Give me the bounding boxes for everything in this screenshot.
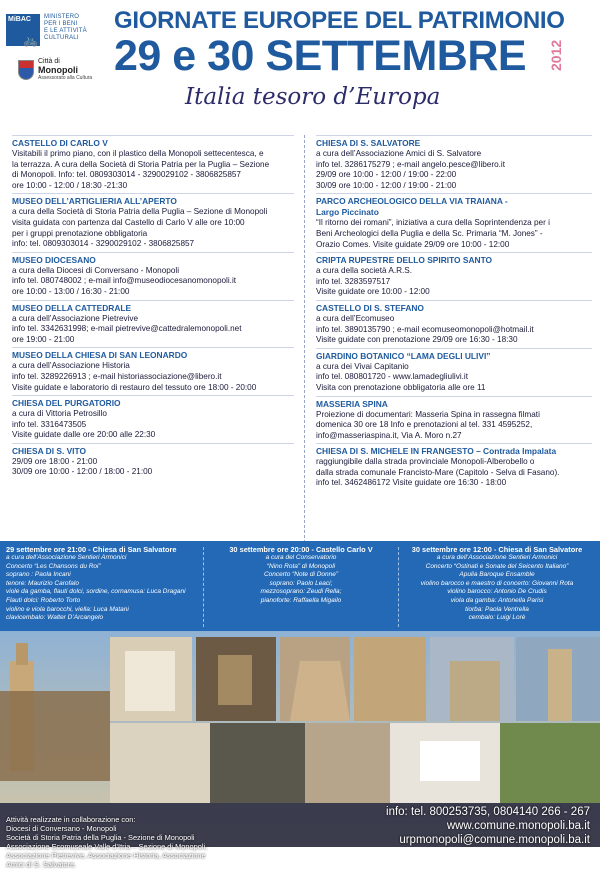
collaboration-credits: [6, 815, 207, 869]
site-detail: 29/09 ore 18:00 - 21:00: [12, 456, 98, 466]
site-detail: info tel. 3890135790 ; e-mail ecomuseomonopoli@hotmail.it: [316, 324, 534, 334]
site-name: MUSEO DELLA CATTEDRALE: [12, 302, 132, 313]
cave-photo: [305, 723, 390, 803]
concert-detail: viole da gamba, flauti dolci, sordine, cornamusa: Luca Dragani: [6, 588, 186, 596]
site-detail: info tel. 3283597517: [316, 276, 391, 286]
site-name: CASTELLO DI S. STEFANO: [316, 302, 424, 313]
site-detail: 30/09 ore 10:00 - 12:00 / 19:00 - 21:00: [316, 180, 457, 190]
concerts-band: [0, 541, 600, 631]
concert-detail: “Nino Rota” di Monopoli: [266, 562, 336, 570]
website-link[interactable]: www.comune.monopoli.ba.it: [446, 820, 590, 832]
site-detail: dalla strada comunale Francisto-Mare (Capitolo - Selva di Fasano).: [316, 467, 560, 477]
castle-photo: [354, 637, 426, 721]
site-entry: [12, 135, 294, 193]
site-entry: [316, 135, 592, 193]
site-detail: info tel. 3342631998; e-mail pietrevive@cattedralemonopoli.net: [12, 324, 242, 334]
concert-detail: clavicembalo: Walter D’Arcangelo: [6, 614, 104, 622]
site-detail: raggiungibile dalla strada provinciale Monopoli-Alberobello o: [316, 457, 535, 467]
site-detail: info tel. 3289226913 ; e-mail historiassociazione@libero.it: [12, 371, 222, 381]
poster-year: 2012: [548, 39, 564, 71]
concert-detail: a cura del Conservatorio: [265, 554, 337, 561]
site-detail: Visitabili il primo piano, con il plastico della Monopoli settecentesca, e: [12, 149, 264, 158]
band-divider: [203, 547, 204, 627]
site-name: PARCO ARCHEOLOGICO DELLA VIA TRAIANA -: [316, 196, 508, 207]
bicycle-icon: 🚲: [23, 33, 38, 47]
contact-info: [350, 805, 590, 847]
crypt-photo: [210, 723, 305, 803]
site-detail: a cura dell’Ecomuseo: [316, 313, 395, 323]
site-name: MUSEO DELLA CHIESA DI SAN LEONARDO: [12, 350, 188, 361]
site-detail: info: tel. 0809303014 - 3290029102 - 3806825857: [12, 239, 195, 249]
site-detail: Orazio Comes. Visite guidate 29/09 ore 10:00 - 12:00: [316, 239, 510, 249]
site-name: MASSERIA SPINA: [316, 398, 388, 409]
site-entry: [12, 252, 294, 300]
contact-phone: info: tel. 800253735, 0804140 266 - 267: [386, 806, 590, 818]
site-detail: info tel. 3286175279 ; e-mail angelo.pesce@libero.it: [316, 159, 506, 169]
site-detail: info tel. 080801720 - www.lamadegliulivi.it: [316, 372, 469, 382]
site-entry: [316, 252, 592, 300]
sites-column-right: [316, 135, 592, 491]
email-link[interactable]: urpmonopoli@comune.monopoli.ba.it: [399, 834, 590, 846]
site-entry: [12, 395, 294, 443]
site-name: MUSEO DELL’ARTIGLIERIA ALL’APERTO: [12, 196, 177, 207]
concert-detail: Flauti dolci: Roberto Torto: [6, 596, 81, 604]
column-divider: [304, 135, 305, 543]
site-detail: 29/09 ore 10:00 - 12:00 / 19:00 - 22:00: [316, 170, 457, 180]
site-detail: domenica 30 ore 18 Info e prenotazioni al tel. 331 4595252,: [316, 420, 533, 430]
site-name: CRIPTA RUPESTRE DELLO SPIRITO SANTO: [316, 255, 493, 266]
site-detail: ore 10:00 - 12:00 / 18:30 -21:30: [12, 180, 128, 190]
site-entry: [316, 396, 592, 444]
site-detail: “Il ritorno dei romani”, iniziativa a cura della Soprintendenza per i: [316, 218, 550, 228]
ministry-line: CULTURALI: [44, 35, 79, 41]
site-detail: a cura della Società di Storia Patria della Puglia – Sezione di Monopoli: [12, 207, 268, 217]
site-detail: Visite guidate e laboratorio di restauro del tessuto ore 18:00 - 20:00: [12, 382, 257, 392]
site-detail: Visite guidate ore 10:00 - 12:00: [316, 287, 430, 297]
concert-detail: Concerto “Ostinati e Sonate del Seicento Italiano”: [425, 562, 569, 570]
poster-subtitle: Italia tesoro d’Europa: [185, 84, 441, 110]
credit-line: Associazione Ecomuseale Valle d’Itria – Sezione di Monopoli,: [6, 842, 208, 851]
concert-title: 30 settembre ore 20:00 - Castello Carlo V: [229, 545, 373, 554]
site-name: CHIESA DI S. MICHELE IN FRANGESTO – Contrada Impalata: [316, 446, 557, 457]
city-label-line: Città di: [38, 58, 60, 65]
credit-line: Società di Storia Patria della Puglia - Sezione di Monopoli: [6, 833, 195, 842]
site-name: GIARDINO BOTANICO “LAMA DEGLI ULIVI”: [316, 350, 491, 361]
site-name: CHIESA DEL PURGATORIO: [12, 398, 121, 409]
site-detail: info tel. 3462486172 Visite guidate ore 16:30 - 18:00: [316, 478, 507, 488]
ministry-line: PER I BENI: [44, 21, 78, 27]
sites-column-left: [12, 135, 294, 480]
site-detail: la terrazza. A cura della Società di Storia Patria per la Puglia – Sezione: [12, 159, 270, 169]
site-detail: info tel. 080748002 ; e-mail info@museodiocesanomonopoli.it: [12, 276, 237, 286]
site-detail: ore 19:00 - 21:00: [12, 334, 75, 344]
site-entry: [316, 193, 592, 252]
site-entry: [12, 193, 294, 251]
site-name: CHIESA DI S. SALVATORE: [316, 138, 421, 148]
site-detail: Beni Archeologici della Puglia e della Sc. Primaria “M. Jones” -: [316, 228, 543, 238]
concert-event: [400, 545, 594, 623]
concert-detail: violino barocco e maestro di concerto: Giovanni Rota: [420, 579, 574, 587]
concert-detail: tenore: Maurizio Carofalo: [6, 579, 79, 587]
site-name: Largo Piccinato: [316, 207, 379, 218]
concert-detail: a cura dell’Associazione Sentieri Armonici: [6, 554, 127, 561]
ministry-line: MINISTERO: [44, 14, 80, 20]
mibac-logo-text: MiBAC: [8, 16, 31, 23]
concert-detail: Concerto “Les Chansons du Roi”: [6, 562, 101, 570]
concert-detail: viola da gamba: Antonella Parisi: [450, 596, 544, 604]
site-detail: a cura dei Vivai Capitanio: [316, 361, 409, 371]
site-name: CASTELLO DI CARLO V: [12, 138, 108, 148]
garden-photo: [500, 723, 600, 803]
site-detail: Visita con prenotazione obbligatoria alle ore 11: [316, 382, 486, 392]
concert-detail: Concerto “Note di Donne”: [263, 571, 339, 579]
site-detail: info tel. 3316473505: [12, 419, 87, 429]
site-detail: a cura della società A.R.S.: [316, 266, 413, 276]
site-entry: [316, 443, 592, 491]
concert-detail: cembalo: Luigi Lorè: [468, 614, 526, 622]
concert-detail: Apulia Baroque Ensamble: [459, 571, 535, 579]
concert-detail: pianoforte: Raffaella Migailo: [260, 596, 342, 604]
ministry-line: E LE ATTIVITÀ: [44, 28, 87, 34]
photo-collage: [0, 631, 600, 869]
site-detail: a cura dell’Associazione Historia: [12, 361, 130, 371]
credit-line: Associazione Pietrevive, Associazione Historia, Associazione: [6, 851, 206, 860]
site-name: MUSEO DIOCESANO: [12, 254, 96, 265]
site-detail: a cura dell’Associazione Amici di S. Salvatore: [316, 149, 482, 158]
site-name: CHIESA DI S. VITO: [12, 445, 86, 456]
poster-title: GIORNATE EUROPEE DEL PATRIMONIO: [114, 7, 565, 34]
concert-detail: soprano: Paolo Leaci;: [269, 579, 333, 587]
band-divider: [398, 547, 399, 627]
ministry-text: [44, 14, 104, 42]
church-interior-photo: [0, 691, 110, 781]
site-detail: visita guidata con partenza dal Castello di Carlo V alle ore 10:00: [12, 217, 245, 227]
monopoli-crest-icon: [18, 60, 34, 80]
site-entry: [12, 347, 294, 395]
city-label: [38, 58, 92, 82]
site-detail: 30/09 ore 10:00 - 12:00 / 18:00 - 21:00: [12, 467, 153, 477]
city-department: Assessorato alla Cultura: [38, 75, 93, 81]
concert-detail: soprano : Paola Incani: [6, 571, 71, 579]
concert-detail: tiorba: Paola Ventrella: [465, 605, 529, 613]
concert-title: 29 settembre ore 21:00 - Chiesa di San Salvatore: [6, 545, 177, 554]
concert-event: [206, 545, 396, 606]
city-name: Monopoli: [38, 65, 78, 75]
concert-detail: mezzosoprano: Zeudi Rella;: [260, 588, 342, 596]
credit-line: Amici di S. Salvatore.: [6, 860, 77, 869]
sites-list-area: [0, 135, 600, 545]
concert-detail: violino e viola barocchi, viella: Luca Matani: [6, 605, 129, 613]
credit-line: Diocesi di Conversano - Monopoli: [6, 824, 117, 833]
site-entry: [12, 443, 294, 480]
site-entry: [316, 300, 592, 348]
concert-detail: a cura dell’Associazione Sentieri Armonici: [436, 554, 558, 561]
concert-event: [6, 545, 206, 623]
site-detail: per i gruppi prenotazione obbligatoria: [12, 228, 148, 238]
poster-header: [0, 0, 600, 132]
site-entry: [12, 300, 294, 348]
credit-line: Attività realizzate in collaborazione con:: [6, 815, 136, 824]
site-detail: ore 10:00 - 13:00 / 16:30 - 21:00: [12, 286, 130, 296]
site-detail: Visite guidate con prenotazione 29/09 ore 16:30 - 18:30: [316, 335, 518, 345]
site-detail: Proiezione di documentari: Masseria Spina in rassegna filmati: [316, 409, 540, 419]
site-detail: Visite guidate dalle ore 20:00 alle 22:30: [12, 430, 156, 440]
site-detail: a cura della Diocesi di Conversano - Monopoli: [12, 265, 180, 275]
poster-dates: 29 e 30 SETTEMBRE: [114, 32, 527, 80]
site-detail: di Monopoli. Info: tel. 0809303014 - 3290029102 - 3806825857: [12, 170, 241, 180]
concert-title: 30 settembre ore 12:00 - Chiesa di San Salvatore: [411, 545, 583, 554]
mibac-logo: [6, 14, 40, 46]
site-detail: info@masseriaspina.it, Via A. Moro n.27: [316, 430, 462, 440]
site-entry: [316, 348, 592, 396]
concert-detail: violino barocco: Antonio De Crudis: [447, 588, 547, 596]
site-detail: a cura dell’Associazione Pietrevive: [12, 313, 139, 323]
crypt-photo: [110, 723, 210, 803]
site-detail: a cura di Vittoria Petrosillo: [12, 409, 107, 419]
